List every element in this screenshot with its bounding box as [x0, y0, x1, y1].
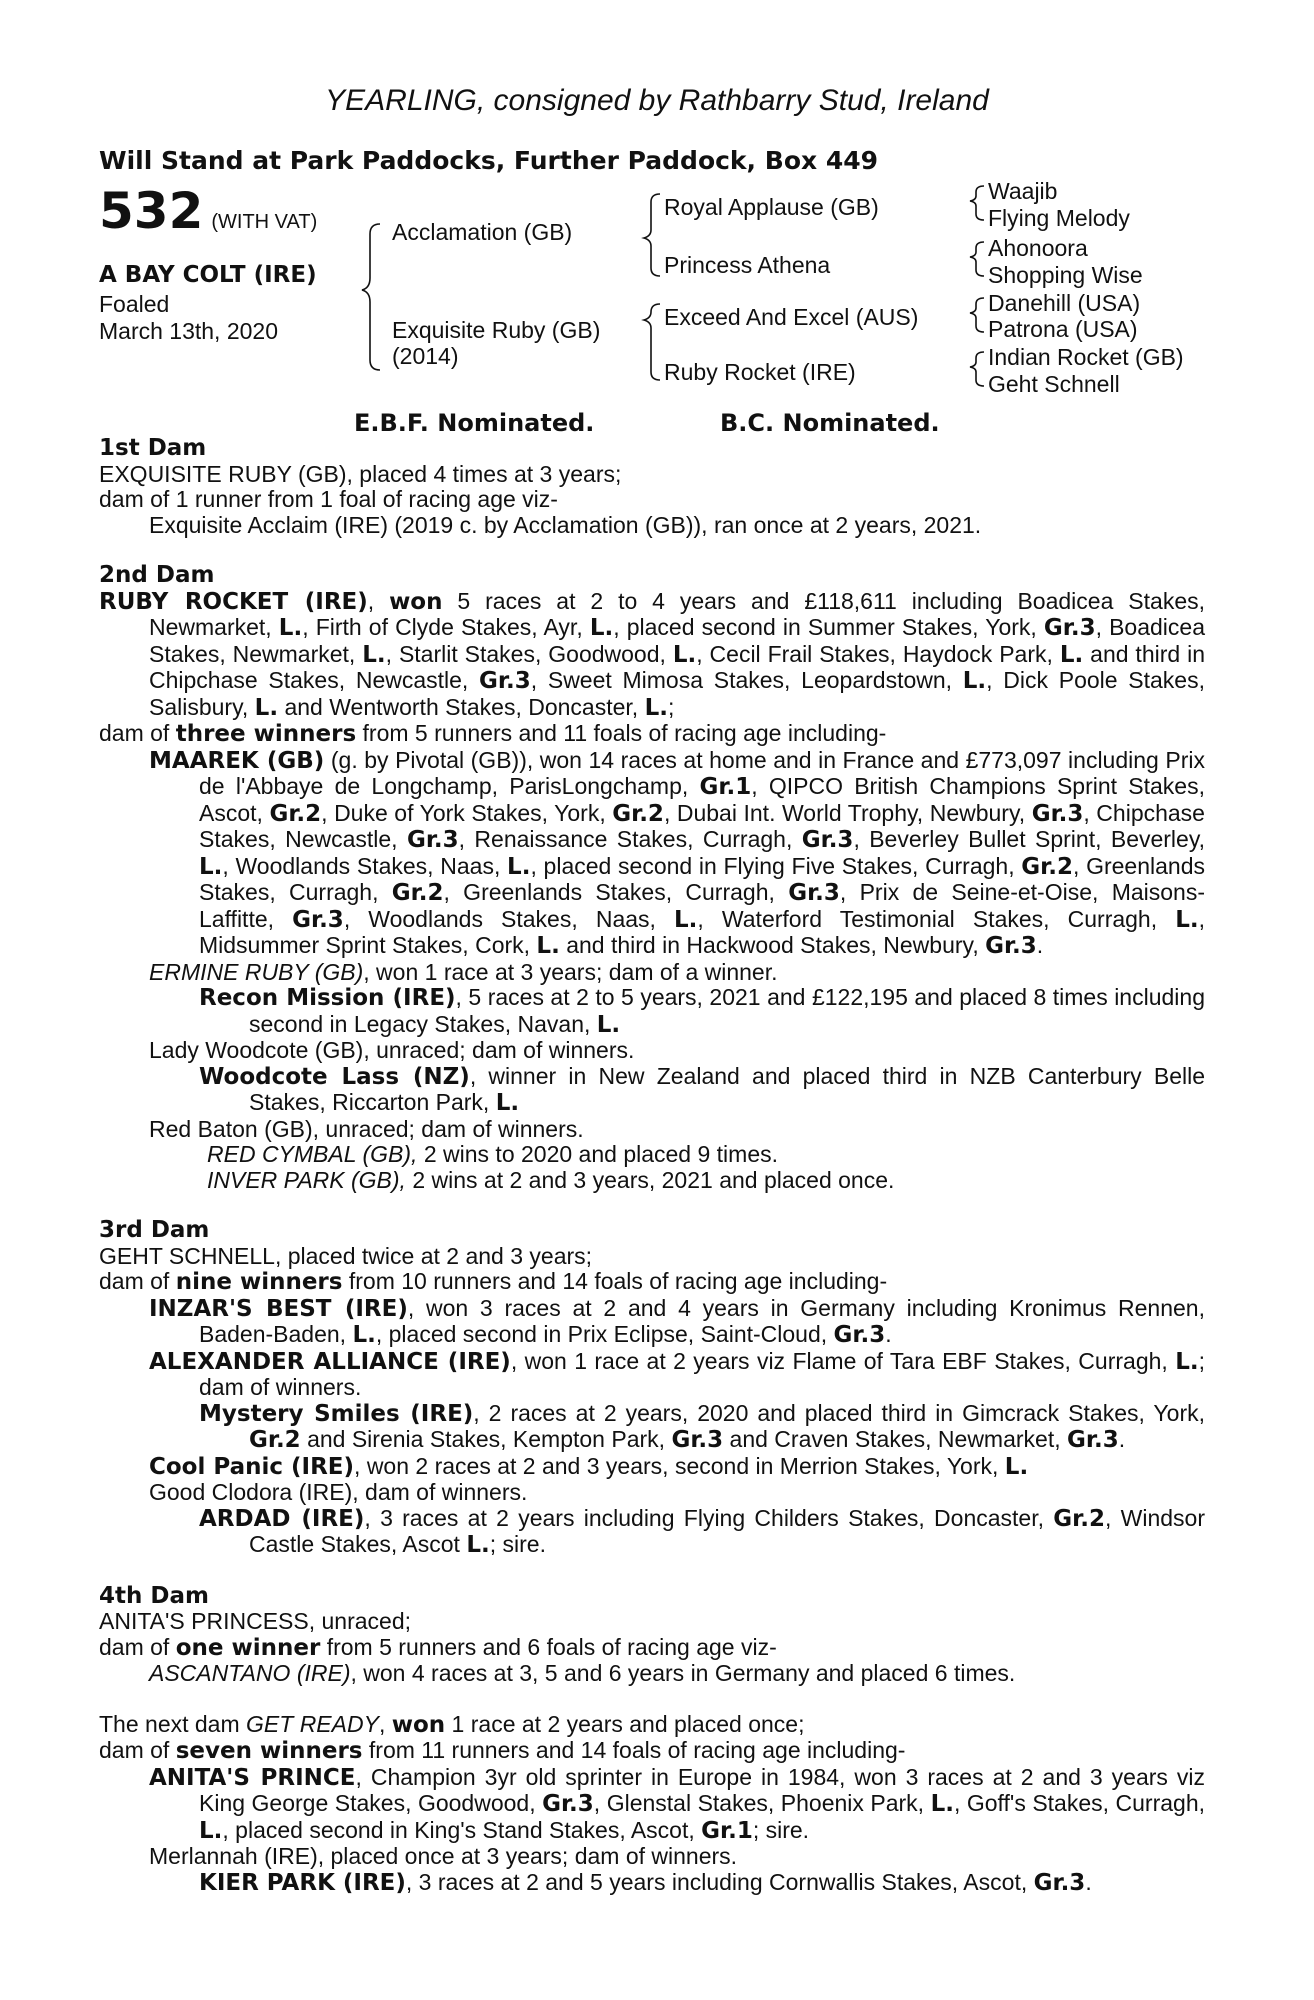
vat-label: (WITH VAT): [211, 211, 318, 233]
list-item-cymbal: RED CYMBAL (GB), 2 wins to 2020 and placed 9 times.: [207, 1141, 779, 1167]
list-item-kier: KIER PARK (IRE), 3 races at 2 and 5 years including Cornwallis Stakes, Ascot, Gr.3.: [199, 1868, 1092, 1896]
list-item-alexander: ALEXANDER ALLIANCE (IRE), won 1 race at 2 years viz Flame of Tara EBF Stakes, Curragh, L.; dam of winners.: [149, 1347, 1205, 1400]
list-item-ermine: ERMINE RUBY (GB), won 1 race at 3 years; dam of a winner.: [149, 958, 778, 985]
list-item-merlannah: Merlannah (IRE), placed once at 3 years; dam of winners.: [149, 1843, 738, 1869]
third-dam-heading: 3rd Dam: [99, 1217, 210, 1243]
second-dam-produce: dam of three winners from 5 runners and 11 foals of racing age including-: [99, 720, 887, 747]
first-dam-line: EXQUISITE RUBY (GB), placed 4 times at 3 years;: [99, 460, 622, 487]
foaled-label: Foaled: [99, 291, 170, 317]
list-item-ascantano: ASCANTANO (IRE), won 4 races at 3, 5 and 6 years in Germany and placed 6 times.: [149, 1660, 1016, 1686]
ebf-nominated: E.B.F. Nominated.: [354, 409, 595, 437]
stand-location: Will Stand at Park Paddocks, Further Paddock, Box 449: [99, 146, 879, 175]
pedigree-gen3-3: Ahonoora: [988, 235, 1088, 261]
list-item-baton: Red Baton (GB), unraced; dam of winners.: [149, 1115, 584, 1142]
pedigree-dam-dam: Ruby Rocket (IRE): [664, 359, 856, 385]
pedigree-gen3-6: Patrona (USA): [988, 316, 1138, 342]
third-dam-produce: dam of nine winners from 10 runners and 14 foals of racing age including-: [99, 1268, 888, 1295]
pedigree-gen3-2: Flying Melody: [988, 205, 1130, 231]
produce-record: [99, 436, 1205, 1896]
pedigree-gen3-1: Waajib: [988, 178, 1058, 204]
foaled-date: March 13th, 2020: [99, 318, 279, 344]
list-item-mystery: Mystery Smiles (IRE), 2 races at 2 years, 2020 and placed third in Gimcrack Stakes, York, Gr.2 and Sirenia Stakes, Kempton Park, Gr.3 and Craven Stakes, Newmarket, Gr.3.: [199, 1399, 1206, 1453]
fourth-dam-line: ANITA'S PRINCESS, unraced;: [99, 1608, 412, 1634]
pedigree-gen3-5: Danehill (USA): [988, 290, 1141, 316]
first-dam-heading: 1st Dam: [99, 435, 207, 461]
second-dam-heading: 2nd Dam: [99, 562, 215, 588]
first-dam-produce: dam of 1 runner from 1 foal of racing age viz-: [99, 486, 558, 512]
list-item-cool: Cool Panic (IRE), won 2 races at 2 and 3 years, second in Merrion Stakes, York, L.: [149, 1452, 1029, 1480]
pedigree-sire: Acclamation (GB): [392, 219, 573, 245]
pedigree-gen3-4: Shopping Wise: [988, 262, 1143, 288]
list-item-woodcote: Woodcote Lass (NZ), winner in New Zealand and placed third in NZB Canterbury Belle Stakes, Riccarton Park, L.: [199, 1062, 1205, 1116]
page-title: YEARLING, consigned by Rathbarry Stud, Ireland: [325, 84, 989, 117]
list-item-ardad: ARDAD (IRE), 3 races at 2 years including Flying Childers Stakes, Doncaster, Gr.2, Windsor Castle Stakes, Ascot L.; sire.: [199, 1504, 1205, 1558]
fourth-dam-heading: 4th Dam: [99, 1582, 209, 1609]
list-item-recon: Recon Mission (IRE), 5 races at 2 to 5 years, 2021 and £122,195 and placed 8 times including second in Legacy Stakes, Navan, L.: [199, 984, 1205, 1038]
list-item-inzar: INZAR'S BEST (IRE), won 3 races at 2 and 4 years in Germany including Kronimus Rennen, Baden-Baden, L., placed second in Prix Eclipse, Saint-Cloud, Gr.3.: [149, 1294, 1205, 1348]
third-dam-line: GEHT SCHNELL, placed twice at 2 and 3 years;: [99, 1242, 593, 1269]
pedigree-sire-sire: Royal Applause (GB): [664, 194, 879, 220]
pedigree-dam-sire: Exceed And Excel (AUS): [664, 304, 919, 330]
second-dam-record: RUBY ROCKET (IRE), won 5 races at 2 to 4 years and £118,611 including Boadicea Stakes, Newmarket, L., Firth of Clyde Stakes, Ayr, L., placed second in Summer Stakes, York, Gr.3, Boadicea Stakes, Newmarket, L., Starlit Stakes, Goodwood, L., Cecil Frail Stakes, Haydock Park, L. and third in Chipchase Stakes, Newcastle, Gr.3, Sweet Mimosa Stakes, Leopardstown, L., Dick Poole Stakes, Salisbury, L. and Wentworth Stakes, Doncaster, L.;: [99, 587, 1205, 721]
list-item-clodora: Good Clodora (IRE), dam of winners.: [149, 1479, 528, 1505]
pedigree-dam-year: (2014): [392, 343, 459, 369]
next-dam-produce: dam of seven winners from 11 runners and 14 foals of racing age including-: [99, 1737, 906, 1764]
fourth-dam-produce: dam of one winner from 5 runners and 6 foals of racing age viz-: [99, 1633, 777, 1661]
next-dam-line: The next dam GET READY, won 1 race at 2 years and placed once;: [99, 1710, 805, 1738]
horse-name: A BAY COLT (IRE): [99, 262, 317, 288]
bc-nominated: B.C. Nominated.: [720, 409, 940, 437]
lot-number: 532: [99, 182, 204, 240]
list-item-maarek: MAAREK (GB) (g. by Pivotal (GB)), won 14 races at home and in France and £773,097 including Prix de l'Abbaye de Longchamp, ParisLongchamp, Gr.1, QIPCO British Champions Sprint Stakes, Ascot, Gr.2, Duke of York Stakes, York, Gr.2, Dubai Int. World Trophy, Newbury, Gr.3, Chipchase Stakes, Newcastle, Gr.3, Renaissance Stakes, Curragh, Gr.3, Beverley Bullet Sprint, Beverley, L., Woodlands Stakes, Naas, L., placed second in Flying Five Stakes, Curragh, Gr.2, Greenlands Stakes, Curragh, Gr.2, Greenlands Stakes, Curragh, Gr.3, Prix de Seine-et-Oise, Maisons-Laffitte, Gr.3, Woodlands Stakes, Naas, L., Waterford Testimonial Stakes, Curragh, L., Midsummer Sprint Stakes, Cork, L. and third in Hackwood Stakes, Newbury, Gr.3.: [149, 746, 1206, 959]
pedigree-gen3-7: Indian Rocket (GB): [988, 344, 1184, 370]
list-item-inver: INVER PARK (GB), 2 wins at 2 and 3 years, 2021 and placed once.: [207, 1166, 895, 1193]
pedigree-sire-dam: Princess Athena: [664, 252, 831, 278]
first-dam-foal: Exquisite Acclaim (IRE) (2019 c. by Acclamation (GB)), ran once at 2 years, 2021.: [149, 511, 982, 538]
list-item-anita: ANITA'S PRINCE, Champion 3yr old sprinter in Europe in 1984, won 3 races at 2 and 3 years viz King George Stakes, Goodwood, Gr.3, Glenstal Stakes, Phoenix Park, L., Goff's Stakes, Curragh, L., placed second in King's Stand Stakes, Ascot, Gr.1; sire.: [149, 1763, 1206, 1844]
pedigree-gen3-8: Geht Schnell: [988, 371, 1120, 397]
pedigree-dam: Exquisite Ruby (GB): [392, 317, 601, 343]
list-item-lady: Lady Woodcote (GB), unraced; dam of winners.: [149, 1037, 635, 1063]
